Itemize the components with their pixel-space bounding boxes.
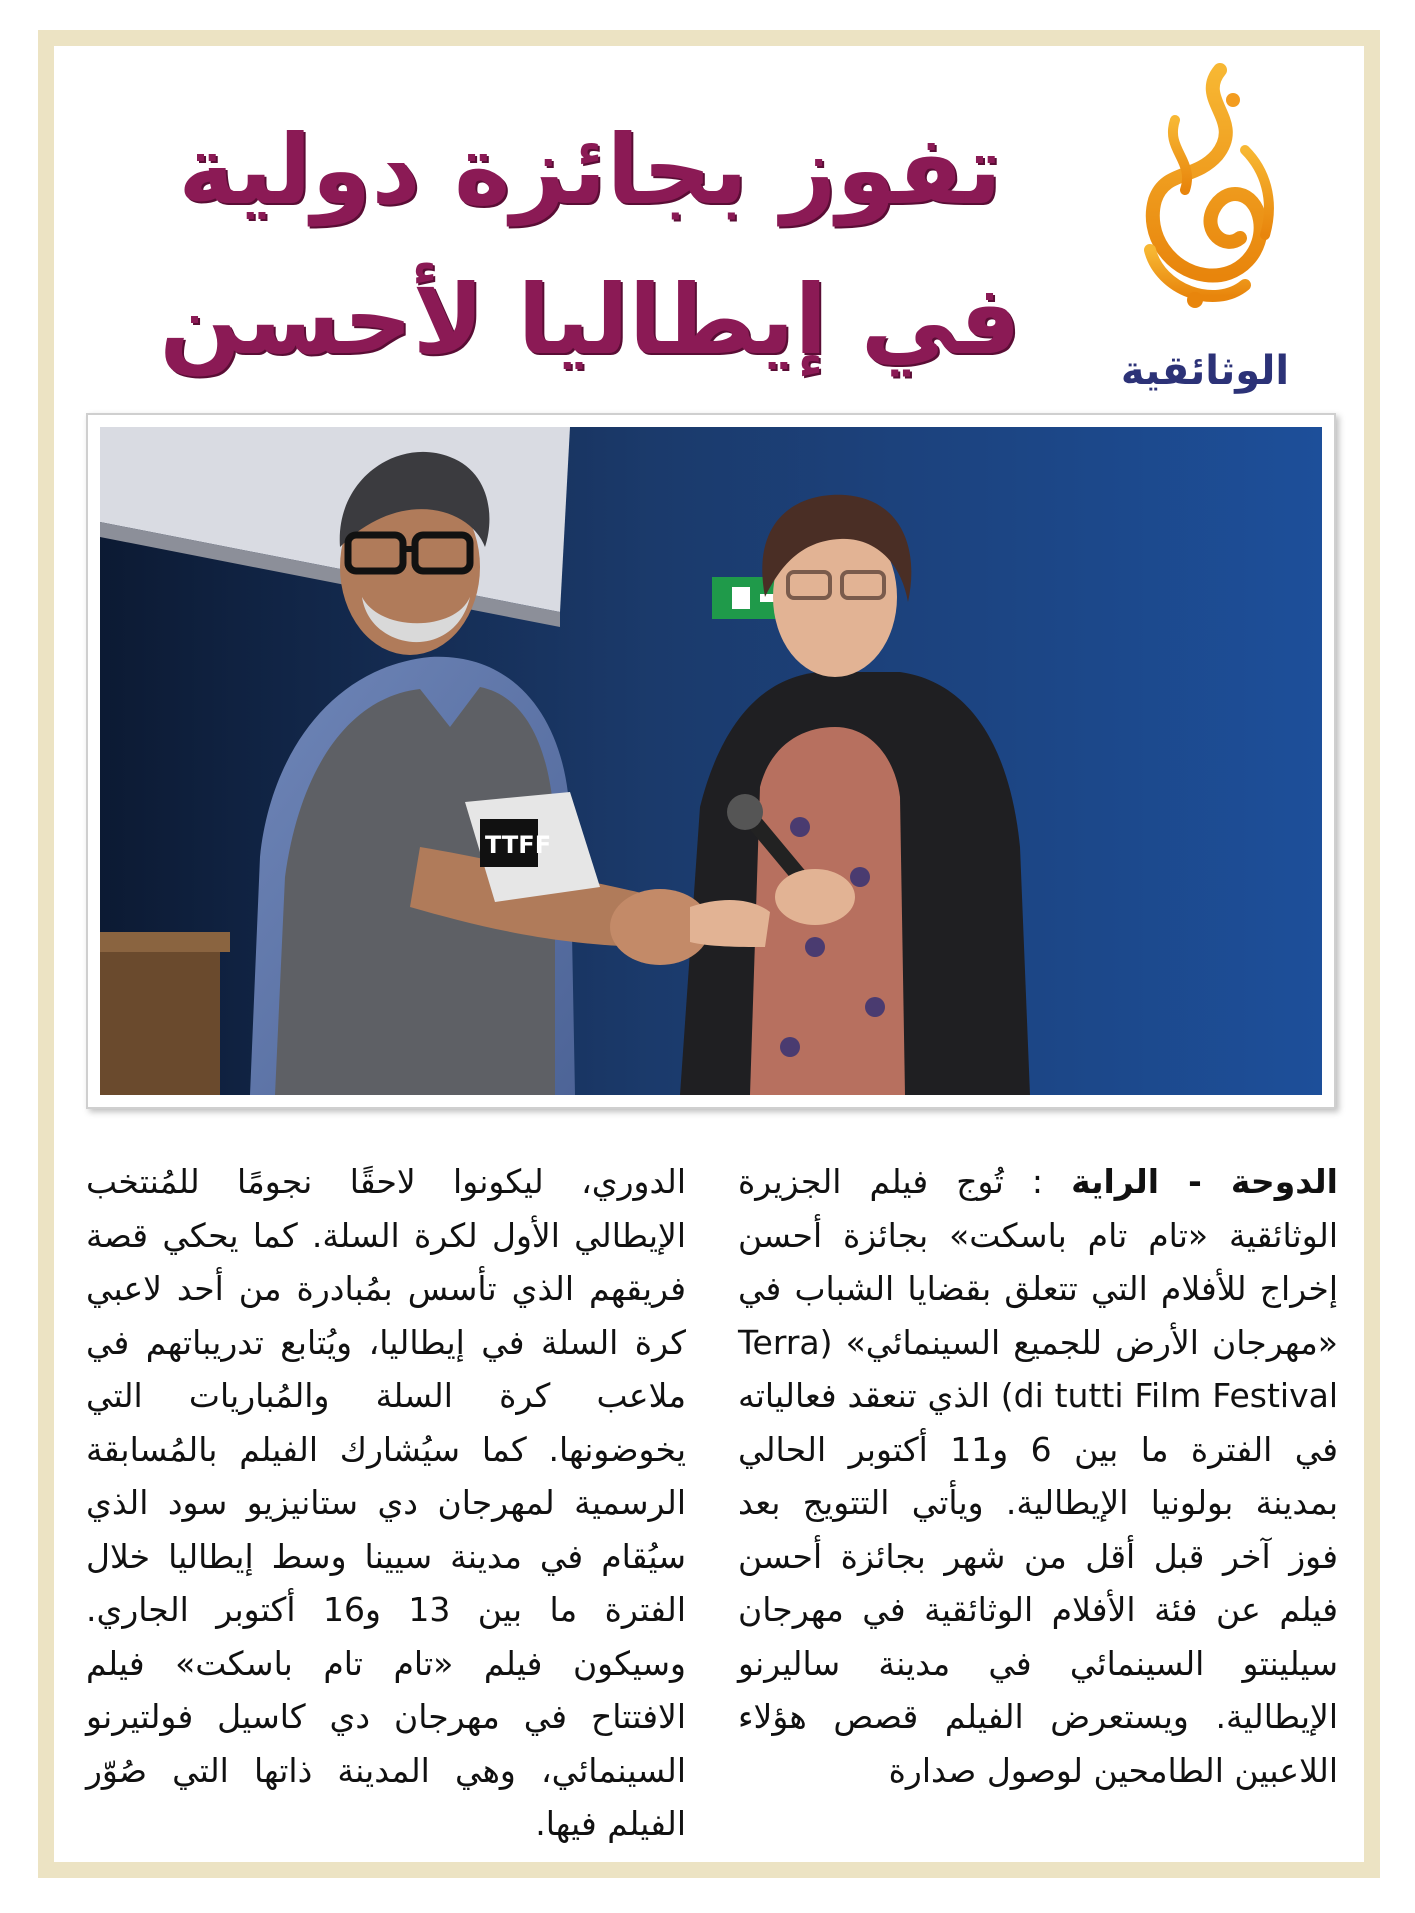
headline-line-2: في إيطاليا لأحسن (159, 264, 1021, 376)
headline-line-1: تفوز بجائزة دولية (178, 114, 1002, 226)
dateline: الدوحة - (1159, 1162, 1338, 1201)
article-column-right (738, 1155, 1338, 1797)
source-name: الراية (1071, 1162, 1160, 1201)
logo-subtitle: الوثائقية (1120, 348, 1290, 394)
al-jazeera-calligraphy-icon (1125, 60, 1285, 340)
article-text-right: : تُوج فيلم الجزيرة الوثائقية «تام تام باسكت» بجائزة أحسن إخراج للأفلام التي تتعلق بقضايا الشباب في «مهرجان الأرض للجميع السينمائي» (Terra di tutti Film Festival) الذي تنعقد فعالياته في الفترة ما بين 6 و11 أكتوبر الحالي بمدينة بولونيا الإيطالية. ويأتي التتويج بعد فوز آخر قبل أقل من شهر بجائزة أحسن فيلم عن فئة الأفلام الوثائقية في مهرجان سيلينتو السينمائي في مدينة ساليرنو الإيطالية. ويستعرض الفيلم قصص هؤلاء اللاعبين الطامحين لوصول صدارة (738, 1162, 1339, 1790)
channel-logo (1090, 60, 1320, 400)
article-column-left (86, 1155, 686, 1851)
award-handshake-photo (100, 427, 1322, 1095)
article-text-left: الدوري، ليكونوا لاحقًا نجومًا للمُنتخب الإيطالي الأول لكرة السلة. كما يحكي قصة فريقهم الذي تأسس بمُبادرة من أحد لاعبي كرة السلة في إيطاليا، ويُتابع تدريباتهم في ملاعب كرة السلة والمُباريات التي يخوضونها. كما سيُشارك الفيلم بالمُسابقة الرسمية لمهرجان دي ستانيزيو سود الذي سيُقام في مدينة سيينا وسط إيطاليا خلال الفترة ما بين 13 و16 أكتوبر الجاري. وسيكون فيلم «تام تام باسكت» فيلم الافتتاح في مهرجان دي كاسيل فولتيرنو السينمائي، وهي المدينة ذاتها التي صُوّر الفيلم فيها. (86, 1162, 686, 1843)
article-photo (86, 413, 1336, 1109)
placard-text: TTFF (485, 831, 552, 859)
